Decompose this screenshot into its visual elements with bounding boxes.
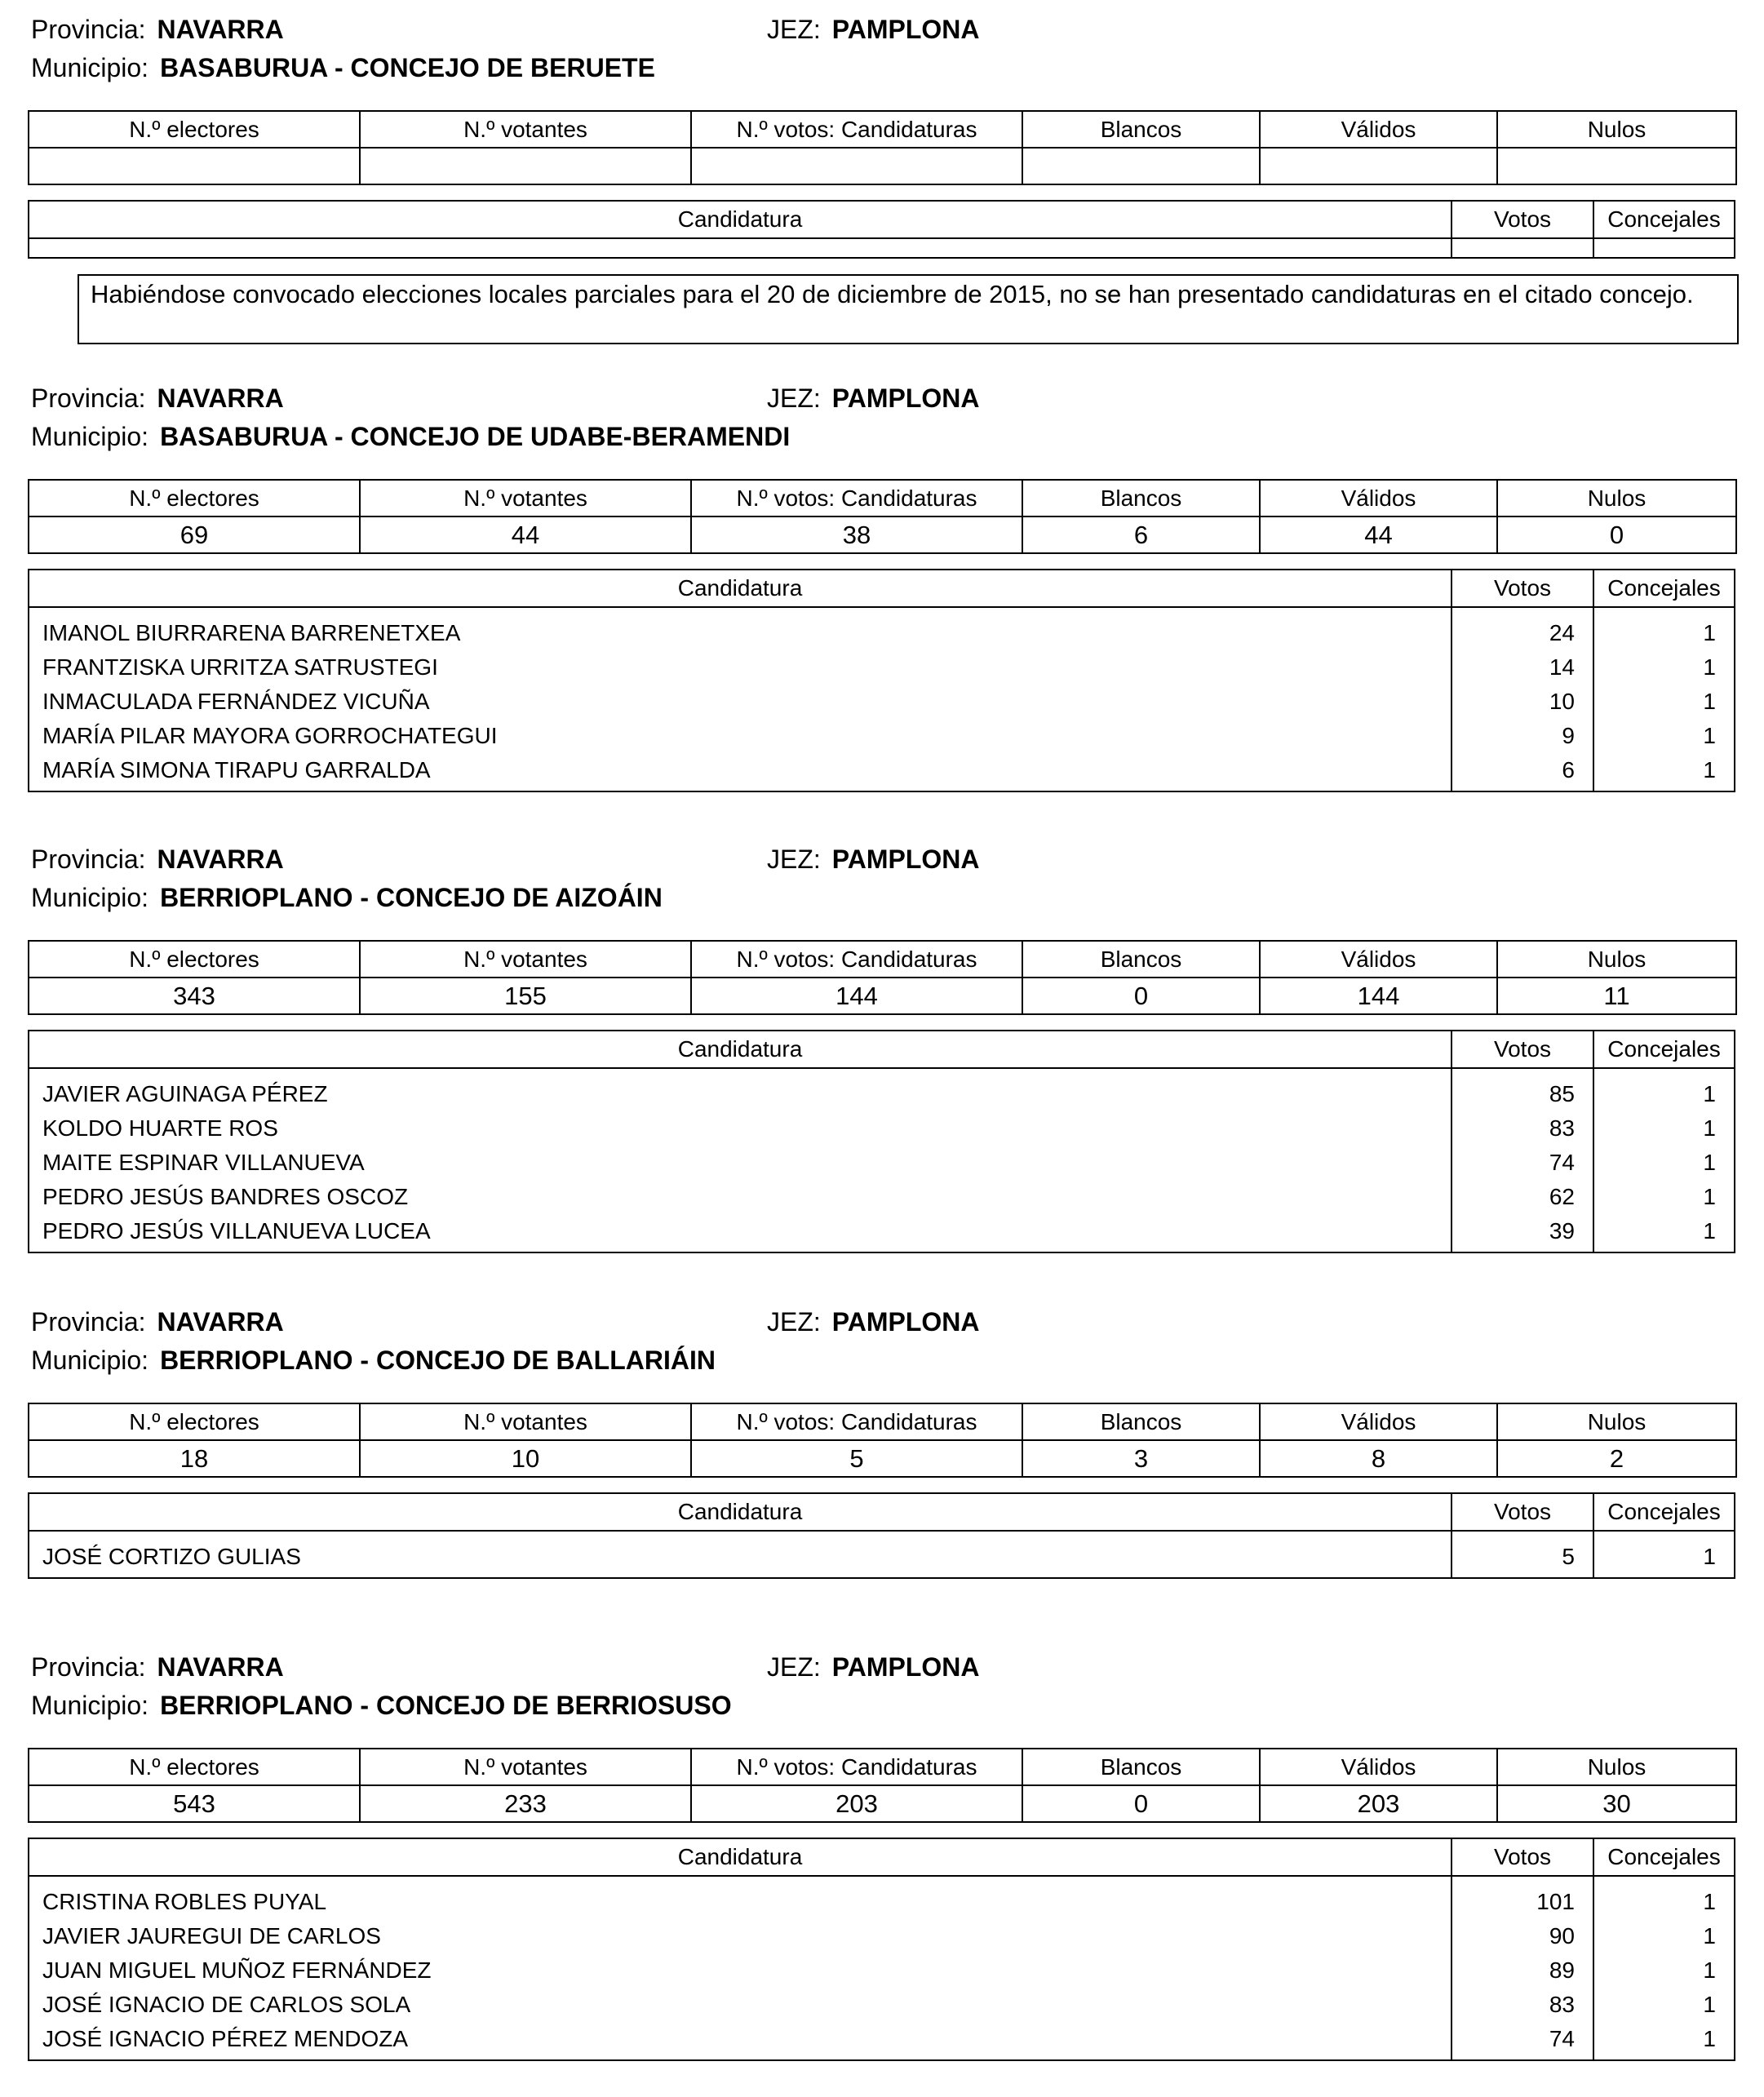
- candidatura-header: Candidatura: [29, 1494, 1452, 1530]
- provincia-label: Provincia:: [31, 1307, 146, 1337]
- jez-label: JEZ:: [767, 15, 821, 44]
- candidate-concejales: 1: [1703, 654, 1716, 680]
- stats-header: Válidos: [1260, 480, 1497, 516]
- candidate-concejales: 1: [1703, 1544, 1716, 1569]
- jez-value: PAMPLONA: [831, 1307, 980, 1337]
- candidate-name: JOSÉ IGNACIO PÉREZ MENDOZA: [42, 2026, 409, 2051]
- candidate-votos: 101: [1536, 1889, 1575, 1914]
- stats-table: [28, 1748, 1737, 1823]
- municipio-label: Municipio:: [31, 1346, 149, 1375]
- candidates-table: [28, 1838, 1735, 2061]
- municipio-label: Municipio:: [31, 422, 149, 451]
- stats-value: 11: [1497, 978, 1736, 1014]
- concejales-header: Concejales: [1607, 1499, 1721, 1524]
- candidate-names-column: [29, 608, 1452, 791]
- candidate-concejales: 1: [1703, 1150, 1716, 1175]
- stats-value: [1022, 148, 1260, 184]
- candidate-name: JUAN MIGUEL MUÑOZ FERNÁNDEZ: [42, 1957, 432, 1983]
- stats-value: 0: [1022, 1785, 1260, 1822]
- candidate-names-column: [29, 1532, 1452, 1577]
- stats-value: 8: [1260, 1440, 1497, 1477]
- candidate-name: KOLDO HUARTE ROS: [42, 1115, 278, 1141]
- provincia-line: [31, 1306, 284, 1338]
- provincia-value: NAVARRA: [157, 845, 284, 874]
- votos-header: Votos: [1452, 1839, 1594, 1875]
- concejales-header: Concejales: [1607, 1844, 1721, 1869]
- candidate-votos: 90: [1549, 1923, 1575, 1948]
- stats-value-row: [29, 978, 1736, 1014]
- candidates-table: [28, 1030, 1735, 1253]
- stats-header: Blancos: [1022, 1403, 1260, 1440]
- candidate-name: MAITE ESPINAR VILLANUEVA: [42, 1150, 365, 1175]
- stats-value: 44: [1260, 516, 1497, 553]
- stats-header: N.º votos: Candidaturas: [691, 1403, 1022, 1440]
- provincia-label: Provincia:: [31, 845, 146, 874]
- stats-header: Nulos: [1497, 1403, 1736, 1440]
- stats-value: [691, 148, 1022, 184]
- stats-value: 69: [29, 516, 360, 553]
- provincia-label: Provincia:: [31, 383, 146, 413]
- stats-value: 203: [1260, 1785, 1497, 1822]
- votos-header: Votos: [1452, 202, 1594, 237]
- stats-value: [1497, 148, 1736, 184]
- provincia-label: Provincia:: [31, 1652, 146, 1682]
- candidate-name: PEDRO JESÚS VILLANUEVA LUCEA: [42, 1218, 431, 1244]
- stats-value: 343: [29, 978, 360, 1014]
- jez-line: [767, 843, 980, 876]
- jez-line: [767, 13, 980, 46]
- stats-value-row: [29, 1785, 1736, 1822]
- stats-value: 144: [691, 978, 1022, 1014]
- candidates-body: [29, 1532, 1734, 1577]
- provincia-line: [31, 13, 284, 46]
- candidates-header-row: [29, 202, 1734, 239]
- stats-header: N.º electores: [29, 941, 360, 978]
- concejales-header: Concejales: [1607, 575, 1721, 601]
- stats-header: N.º votantes: [360, 111, 691, 148]
- municipio-line: [31, 51, 655, 84]
- provincia-value: NAVARRA: [157, 383, 284, 413]
- candidates-body: [29, 608, 1734, 791]
- stats-header: Válidos: [1260, 1403, 1497, 1440]
- candidates-body: [29, 1069, 1734, 1252]
- stats-header-row: [29, 941, 1736, 978]
- stats-value: 144: [1260, 978, 1497, 1014]
- stats-header: Blancos: [1022, 480, 1260, 516]
- municipio-line: [31, 881, 663, 914]
- candidate-votos: 39: [1549, 1218, 1575, 1244]
- stats-value: [29, 148, 360, 184]
- stats-value: 543: [29, 1785, 360, 1822]
- candidate-concejales: 1: [1703, 723, 1716, 748]
- stats-value: 38: [691, 516, 1022, 553]
- stats-value: 18: [29, 1440, 360, 1477]
- candidate-concejales-column: [1594, 608, 1734, 791]
- candidate-name: INMACULADA FERNÁNDEZ VICUÑA: [42, 689, 430, 714]
- stats-header-row: [29, 1403, 1736, 1440]
- candidate-concejales: 1: [1703, 620, 1716, 645]
- candidate-votos: 6: [1562, 757, 1575, 782]
- candidatura-header: Candidatura: [29, 202, 1452, 237]
- candidate-name: CRISTINA ROBLES PUYAL: [42, 1889, 327, 1914]
- candidatura-header: Candidatura: [29, 1839, 1452, 1875]
- provincia-label: Provincia:: [31, 15, 146, 44]
- candidate-concejales: 1: [1703, 2026, 1716, 2051]
- stats-header-row: [29, 111, 1736, 148]
- stats-header: Nulos: [1497, 1749, 1736, 1785]
- provincia-line: [31, 382, 284, 415]
- provincia-value: NAVARRA: [157, 1652, 284, 1682]
- stats-value: 0: [1022, 978, 1260, 1014]
- stats-header-row: [29, 1749, 1736, 1785]
- municipio-line: [31, 1689, 732, 1722]
- candidate-votos: 5: [1562, 1544, 1575, 1569]
- stats-value: [360, 148, 691, 184]
- candidate-name: MARÍA SIMONA TIRAPU GARRALDA: [42, 757, 431, 782]
- stats-header: N.º electores: [29, 1403, 360, 1440]
- candidates-table: [28, 200, 1735, 259]
- candidate-votes-column: [1452, 1069, 1594, 1252]
- candidate-concejales-column: [1594, 1877, 1734, 2059]
- candidate-concejales: 1: [1703, 1184, 1716, 1209]
- stats-header: N.º votos: Candidaturas: [691, 111, 1022, 148]
- candidate-names-column: [29, 1877, 1452, 2059]
- candidate-name: FRANTZISKA URRITZA SATRUSTEGI: [42, 654, 438, 680]
- candidate-concejales: 1: [1703, 689, 1716, 714]
- votos-header: Votos: [1452, 570, 1594, 606]
- jez-line: [767, 1306, 980, 1338]
- jez-label: JEZ:: [767, 845, 821, 874]
- candidates-header-row: [29, 570, 1734, 608]
- candidate-concejales: 1: [1703, 1992, 1716, 2017]
- jez-value: PAMPLONA: [831, 1652, 980, 1682]
- provincia-line: [31, 843, 284, 876]
- candidate-concejales-column: [1594, 1069, 1734, 1252]
- stats-value: 10: [360, 1440, 691, 1477]
- stats-header-row: [29, 480, 1736, 516]
- candidate-votos: 24: [1549, 620, 1575, 645]
- jez-label: JEZ:: [767, 1307, 821, 1337]
- candidates-table: [28, 1492, 1735, 1579]
- candidate-name: IMANOL BIURRARENA BARRENETXEA: [42, 620, 461, 645]
- candidate-concejales: 1: [1703, 1115, 1716, 1141]
- municipio-line: [31, 1344, 716, 1377]
- stats-value: 44: [360, 516, 691, 553]
- candidate-concejales: 1: [1703, 1081, 1716, 1106]
- candidate-votos: 89: [1549, 1957, 1575, 1983]
- stats-value: 0: [1497, 516, 1736, 553]
- candidate-names-column: [29, 1069, 1452, 1252]
- votos-header: Votos: [1452, 1031, 1594, 1067]
- stats-table: [28, 940, 1737, 1015]
- candidatura-header: Candidatura: [29, 1031, 1452, 1067]
- jez-label: JEZ:: [767, 383, 821, 413]
- no-candidates-note: Habiéndose convocado elecciones locales parciales para el 20 de diciembre de 2015, no se han presentado candidaturas en el citado concejo.: [78, 274, 1739, 344]
- provincia-value: NAVARRA: [157, 15, 284, 44]
- provincia-value: NAVARRA: [157, 1307, 284, 1337]
- municipio-value: BASABURUA - CONCEJO DE BERUETE: [160, 53, 655, 82]
- stats-header: Nulos: [1497, 941, 1736, 978]
- stats-value: [1260, 148, 1497, 184]
- provincia-line: [31, 1651, 284, 1683]
- stats-header: Nulos: [1497, 480, 1736, 516]
- candidate-votos: 83: [1549, 1115, 1575, 1141]
- stats-header: N.º votantes: [360, 480, 691, 516]
- jez-label: JEZ:: [767, 1652, 821, 1682]
- candidate-name: JOSÉ CORTIZO GULIAS: [42, 1544, 301, 1569]
- stats-header: N.º votos: Candidaturas: [691, 941, 1022, 978]
- jez-line: [767, 382, 980, 415]
- stats-header: N.º electores: [29, 1749, 360, 1785]
- candidate-votos: 85: [1549, 1081, 1575, 1106]
- candidatura-header: Candidatura: [29, 570, 1452, 606]
- stats-value: 6: [1022, 516, 1260, 553]
- jez-value: PAMPLONA: [831, 845, 980, 874]
- candidates-table: [28, 569, 1735, 792]
- stats-value-row: [29, 516, 1736, 553]
- stats-header: N.º electores: [29, 111, 360, 148]
- jez-value: PAMPLONA: [831, 383, 980, 413]
- stats-value: 3: [1022, 1440, 1260, 1477]
- municipio-value: BERRIOPLANO - CONCEJO DE AIZOÁIN: [160, 883, 663, 912]
- candidate-concejales: 1: [1703, 1218, 1716, 1244]
- stats-value: 203: [691, 1785, 1022, 1822]
- candidate-votos: 10: [1549, 689, 1575, 714]
- stats-table: [28, 110, 1737, 185]
- candidate-votes-column: [1452, 1877, 1594, 2059]
- candidate-votes-column: [1452, 608, 1594, 791]
- candidates-body: [29, 1877, 1734, 2059]
- stats-value-row: [29, 1440, 1736, 1477]
- candidate-concejales: 1: [1703, 1923, 1716, 1948]
- candidate-name: PEDRO JESÚS BANDRES OSCOZ: [42, 1184, 409, 1209]
- municipio-label: Municipio:: [31, 53, 149, 82]
- stats-value: 30: [1497, 1785, 1736, 1822]
- stats-header: Blancos: [1022, 111, 1260, 148]
- stats-header: N.º votos: Candidaturas: [691, 1749, 1022, 1785]
- candidates-header-row: [29, 1031, 1734, 1069]
- stats-value: 155: [360, 978, 691, 1014]
- municipio-value: BERRIOPLANO - CONCEJO DE BERRIOSUSO: [160, 1691, 732, 1720]
- stats-header: N.º electores: [29, 480, 360, 516]
- jez-value: PAMPLONA: [831, 15, 980, 44]
- municipio-value: BERRIOPLANO - CONCEJO DE BALLARIÁIN: [160, 1346, 716, 1375]
- jez-line: [767, 1651, 980, 1683]
- candidate-concejales: 1: [1703, 757, 1716, 782]
- stats-value: 5: [691, 1440, 1022, 1477]
- candidate-name: MARÍA PILAR MAYORA GORROCHATEGUI: [42, 723, 498, 748]
- stats-value: 233: [360, 1785, 691, 1822]
- candidate-votos: 83: [1549, 1992, 1575, 2017]
- candidate-concejales: 1: [1703, 1957, 1716, 1983]
- candidate-votos: 14: [1549, 654, 1575, 680]
- stats-table: [28, 479, 1737, 554]
- stats-header: N.º votos: Candidaturas: [691, 480, 1022, 516]
- candidate-name: JAVIER AGUINAGA PÉREZ: [42, 1081, 328, 1106]
- candidate-name: JOSÉ IGNACIO DE CARLOS SOLA: [42, 1992, 411, 2017]
- candidate-concejales: 1: [1703, 1889, 1716, 1914]
- municipio-label: Municipio:: [31, 1691, 149, 1720]
- municipio-label: Municipio:: [31, 883, 149, 912]
- stats-header: Nulos: [1497, 111, 1736, 148]
- municipio-value: BASABURUA - CONCEJO DE UDABE-BERAMENDI: [160, 422, 791, 451]
- stats-header: Blancos: [1022, 1749, 1260, 1785]
- stats-table: [28, 1403, 1737, 1478]
- stats-header: N.º votantes: [360, 1749, 691, 1785]
- stats-header: Válidos: [1260, 1749, 1497, 1785]
- stats-value-row: [29, 148, 1736, 184]
- candidate-votos: 62: [1549, 1184, 1575, 1209]
- candidates-header-row: [29, 1839, 1734, 1877]
- votos-header: Votos: [1452, 1494, 1594, 1530]
- candidate-votos: 74: [1549, 2026, 1575, 2051]
- municipio-line: [31, 420, 790, 453]
- candidate-concejales-column: [1594, 1532, 1734, 1577]
- candidate-name: JAVIER JAUREGUI DE CARLOS: [42, 1923, 381, 1948]
- candidate-votes-column: [1452, 1532, 1594, 1577]
- stats-value: 2: [1497, 1440, 1736, 1477]
- candidates-body: [29, 239, 1734, 257]
- candidate-votos: 74: [1549, 1150, 1575, 1175]
- stats-header: N.º votantes: [360, 1403, 691, 1440]
- candidate-votos: 9: [1562, 723, 1575, 748]
- stats-header: Válidos: [1260, 941, 1497, 978]
- stats-header: Válidos: [1260, 111, 1497, 148]
- concejales-header: Concejales: [1607, 1036, 1721, 1062]
- stats-header: Blancos: [1022, 941, 1260, 978]
- concejales-header: Concejales: [1607, 206, 1721, 232]
- stats-header: N.º votantes: [360, 941, 691, 978]
- candidates-header-row: [29, 1494, 1734, 1532]
